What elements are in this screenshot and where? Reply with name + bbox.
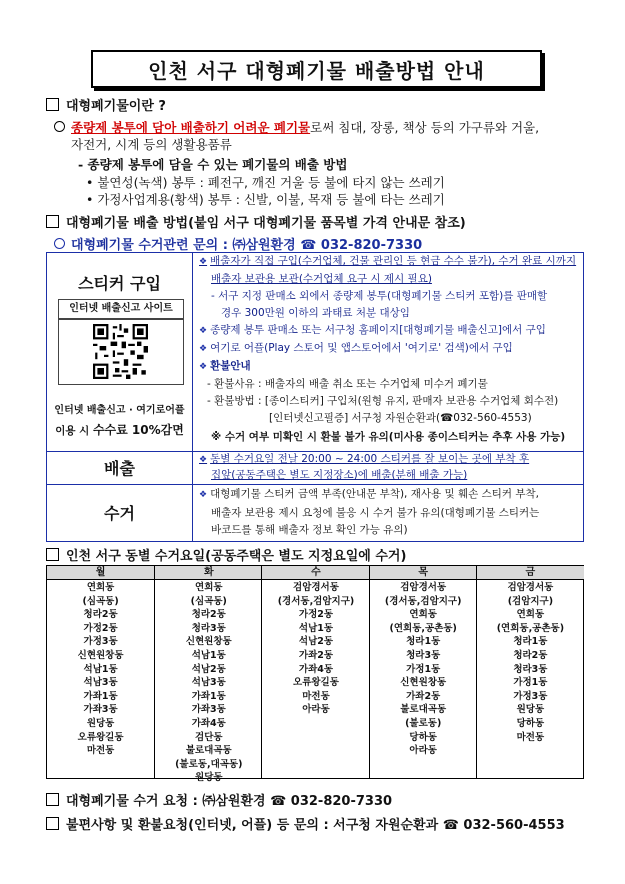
- fee-discount-line2: [47, 421, 192, 438]
- schedule-area: 불로대곡동: [400, 704, 447, 716]
- schedule-area: 연희동: [86, 582, 115, 593]
- schedule-area: 가정3동: [513, 690, 548, 702]
- method-contact: [54, 234, 422, 253]
- schedule-area: 석남1동: [298, 622, 334, 634]
- checkbox-icon: [46, 817, 59, 830]
- diamond-bullet-icon: ❖: [199, 257, 208, 267]
- collection-label: 수거: [104, 504, 135, 523]
- schedule-area: 가정1동: [513, 677, 548, 689]
- schedule-area: 석남3동: [191, 677, 226, 689]
- diamond-bullet-icon: ❖: [199, 455, 208, 465]
- schedule-area: 마전동: [516, 731, 545, 743]
- schedule-area: 가정2동: [298, 609, 334, 621]
- schedule-area: 검단동: [195, 731, 223, 743]
- sticker-cell: [47, 253, 192, 451]
- fee-discount-prefix: 이용 시: [55, 425, 93, 437]
- discharge-details: [199, 452, 579, 483]
- schedule-area: 가좌4동: [298, 663, 334, 675]
- schedule-area: 신현원창동: [77, 649, 124, 661]
- schedule-area: 가좌2동: [406, 690, 441, 702]
- checkbox-icon: [46, 548, 59, 561]
- schedule-area: 연희동: [195, 582, 223, 593]
- method-heading-text: 대형폐기물 배출 방법(붙임 서구 대형폐기물 품목별 가격 안내문 참조): [66, 216, 466, 231]
- schedule-area: 청라1동: [513, 636, 548, 648]
- schedule-area: 검암경서동: [507, 582, 554, 593]
- schedule-area: 원당동: [86, 717, 115, 729]
- schedule-area: 가정3동: [83, 636, 118, 648]
- schedule-area-list: [370, 581, 477, 758]
- collection-request-text: 대형폐기물 수거 요청 : ㈜삼원환경 ☎ 032-820-7330: [66, 794, 393, 809]
- schedule-column: [476, 566, 584, 778]
- discharge-label: 배출: [104, 459, 135, 478]
- definition-sub-heading: - 종량제 봉투에 담을 수 있는 폐기물의 배출 방법: [78, 157, 348, 172]
- schedule-day-header: 목: [370, 566, 477, 580]
- definition-bullet: • 불연성(녹색) 봉투 : 폐전구, 깨진 거울 등 불에 타지 않는 쓰레기: [86, 175, 445, 190]
- schedule-area: 청라2동: [83, 609, 118, 621]
- schedule-area: (불로동): [405, 717, 442, 729]
- circle-bullet-icon: [54, 121, 65, 132]
- definition-desc-line2: 자전거, 시계 등의 생활용품류: [71, 137, 232, 152]
- circle-bullet-icon: [54, 238, 65, 249]
- schedule-area: 청라3동: [406, 649, 441, 661]
- definition-rest: 로써 침대, 장롱, 책상 등의 가구류와 거울,: [310, 120, 540, 135]
- sticker-line: 여기로 어플(Play 스토어 및 앱스토어에서 '여기로' 검색)에서 구입: [210, 342, 513, 354]
- schedule-area: 가정1동: [406, 663, 441, 675]
- schedule-area: (불로동,대곡동): [175, 758, 243, 770]
- disposal-info-table: [46, 252, 584, 542]
- sticker-line: 종량제 봉투 판매소 또는 서구청 홈페이지[대형폐기물 배출신고]에서 구입: [210, 324, 546, 336]
- schedule-day-header: 월: [47, 566, 154, 580]
- sticker-label: 스티커 구입: [78, 274, 161, 293]
- collection-details: [199, 486, 579, 540]
- internet-site-label: 인터넷 배출신고 사이트: [58, 299, 184, 319]
- sticker-line: 배출자가 직접 구입(수거업체, 건물 관리인 등 현금 수수 불가), 수거 완료 시까지: [210, 255, 577, 267]
- schedule-area: 오류왕길동: [77, 731, 124, 743]
- schedule-area: (연희동,공촌동): [496, 622, 565, 634]
- schedule-area: 가좌1동: [83, 690, 118, 702]
- schedule-area-list: [47, 581, 154, 758]
- schedule-area: 석남3동: [83, 677, 118, 689]
- diamond-bullet-icon: ❖: [199, 490, 208, 500]
- schedule-area: 석남1동: [83, 663, 118, 675]
- schedule-area: 원당동: [195, 772, 223, 784]
- schedule-area: (심곡동): [82, 595, 119, 607]
- definition-heading: [46, 95, 166, 114]
- schedule-area: (검암지구): [507, 595, 554, 607]
- checkbox-icon: [46, 98, 59, 111]
- schedule-area: 가좌1동: [191, 690, 226, 702]
- schedule-area: 가좌4동: [191, 717, 226, 729]
- schedule-area: 당하동: [409, 731, 437, 743]
- definition-heading-text: 대형폐기물이란 ?: [66, 99, 166, 114]
- method-contact-text: 대형폐기물 수거관련 문의 : ㈜삼원환경 ☎ 032-820-7330: [71, 238, 423, 253]
- schedule-area: (경서동,검암지구): [384, 595, 462, 607]
- schedule-area: 청라2동: [191, 609, 226, 621]
- qr-code-icon[interactable]: [93, 324, 148, 379]
- schedule-area: (심곡동): [190, 595, 227, 607]
- schedule-area: 검암경서동: [293, 582, 339, 593]
- fee-discount-value: 수수료 10%감면: [92, 423, 184, 437]
- page-title: 인천 서구 대형폐기물 배출방법 안내: [91, 50, 542, 88]
- schedule-area: 당하동: [516, 717, 545, 729]
- schedule-area: 연희동: [516, 609, 545, 621]
- schedule-column: [47, 566, 154, 778]
- fee-discount-line1: 인터넷 배출신고 · 여기로어플: [54, 405, 185, 416]
- checkbox-icon: [46, 215, 59, 228]
- checkbox-icon: [46, 793, 59, 806]
- sticker-line: ※ 수거 여부 미확인 시 환불 불가 유의(미사용 종이스티커는 추후 사용 가능): [211, 431, 566, 443]
- sticker-line: - 서구 지정 판매소 외에서 종량제 봉투(대형폐기물 스티커 포함)를 판매할: [211, 290, 548, 302]
- complaint-contact: [46, 814, 565, 833]
- sticker-line: - 환불사유 : 배출자의 배출 취소 또는 수거업체 미수거 폐기물: [207, 378, 488, 390]
- schedule-day-header: 화: [155, 566, 262, 580]
- diamond-bullet-icon: ❖: [199, 344, 208, 354]
- schedule-area: 석남2동: [298, 636, 334, 648]
- schedule-area: 청라2동: [513, 649, 548, 661]
- complaint-contact-text: 불편사항 및 환불요청(인터넷, 어플) 등 문의 : 서구청 자원순환과 ☎ 032-560-4553: [66, 818, 565, 833]
- schedule-area: 청라3동: [513, 663, 548, 675]
- schedule-area: 석남2동: [191, 663, 226, 675]
- definition-highlight: 종량제 봉투에 담아 배출하기 어려운 폐기물: [71, 120, 311, 135]
- definition-bullet: • 가정사업계용(황색) 봉투 : 신발, 이불, 목재 등 불에 타는 쓰레기: [86, 192, 445, 207]
- method-heading: [46, 212, 466, 231]
- schedule-area-list: [155, 581, 262, 785]
- schedule-area: (연희동,공촌동): [389, 622, 457, 634]
- schedule-area: 마전동: [302, 690, 330, 702]
- schedule-column: [369, 566, 477, 778]
- schedule-day-header: 금: [477, 566, 584, 580]
- schedule-area: 가좌3동: [191, 704, 226, 716]
- qr-frame: [58, 319, 184, 385]
- discharge-line: 집앞(공동주택은 별도 지정장소)에 배출(분해 배출 가능): [211, 469, 468, 481]
- schedule-area: 청라3동: [191, 622, 226, 634]
- collection-schedule-table: [46, 565, 584, 784]
- schedule-area: 신현원창동: [400, 677, 447, 689]
- schedule-area: 검암경서동: [400, 582, 447, 593]
- diamond-bullet-icon: ❖: [199, 326, 208, 336]
- sticker-details: [199, 253, 579, 446]
- collection-line: 대형폐기물 스티커 금액 부족(안내문 부착), 재사용 및 훼손 스티커 부착,: [210, 488, 539, 500]
- schedule-area: 석남1동: [191, 649, 226, 661]
- schedule-area: 가좌2동: [298, 649, 334, 661]
- sticker-line: [인터넷신고필증] 서구청 자원순환과(☎032-560-4553): [269, 412, 532, 424]
- schedule-area: 청라1동: [406, 636, 441, 648]
- schedule-area: 신현원창동: [185, 636, 232, 648]
- schedule-column: [154, 566, 262, 784]
- schedule-day-header: 수: [262, 566, 369, 580]
- schedule-column: [261, 566, 369, 778]
- sticker-line: 배출자 보관용 보관(수거업체 요구 시 제시 필요): [211, 273, 432, 285]
- sticker-line: 환불안내: [210, 360, 251, 372]
- definition-desc: [54, 118, 539, 136]
- sticker-line: 경우 300만원 이하의 과태료 처분 대상임: [221, 307, 410, 319]
- schedule-area: 아라동: [409, 745, 437, 757]
- schedule-area: 오류왕길동: [293, 677, 339, 689]
- schedule-area: 연희동: [409, 609, 437, 621]
- schedule-area: 불로대곡동: [185, 745, 232, 757]
- schedule-heading-text: 인천 서구 동별 수거요일(공동주택은 별도 지정요일에 수거): [66, 549, 407, 564]
- schedule-heading: [46, 545, 406, 564]
- schedule-area: 원당동: [516, 704, 545, 716]
- diamond-bullet-icon: ❖: [199, 362, 208, 372]
- schedule-area-list: [477, 581, 584, 744]
- schedule-area-list: [262, 581, 369, 717]
- schedule-area: 마전동: [86, 745, 115, 757]
- schedule-area: 가정2동: [83, 622, 118, 634]
- collection-request: [46, 790, 392, 809]
- collection-line: 바코드를 통해 배출자 정보 확인 가능 유의): [211, 524, 408, 536]
- discharge-line: 동별 수거요일 전날 20:00 ~ 24:00 스티커를 잘 보이는 곳에 부착 후: [210, 453, 530, 465]
- collection-line: 배출자 보관용 제시 요청에 불응 시 수거 불가 유의(대형폐기물 스티커는: [211, 506, 540, 519]
- schedule-area: 아라동: [302, 704, 330, 716]
- schedule-area: 가좌3동: [83, 704, 118, 716]
- schedule-area: (경서동,검암지구): [277, 595, 355, 607]
- sticker-line: - 환불방법 : [종이스티커] 구입처(원형 유지, 판매자 보관용 수거업체 회수전): [207, 395, 559, 407]
